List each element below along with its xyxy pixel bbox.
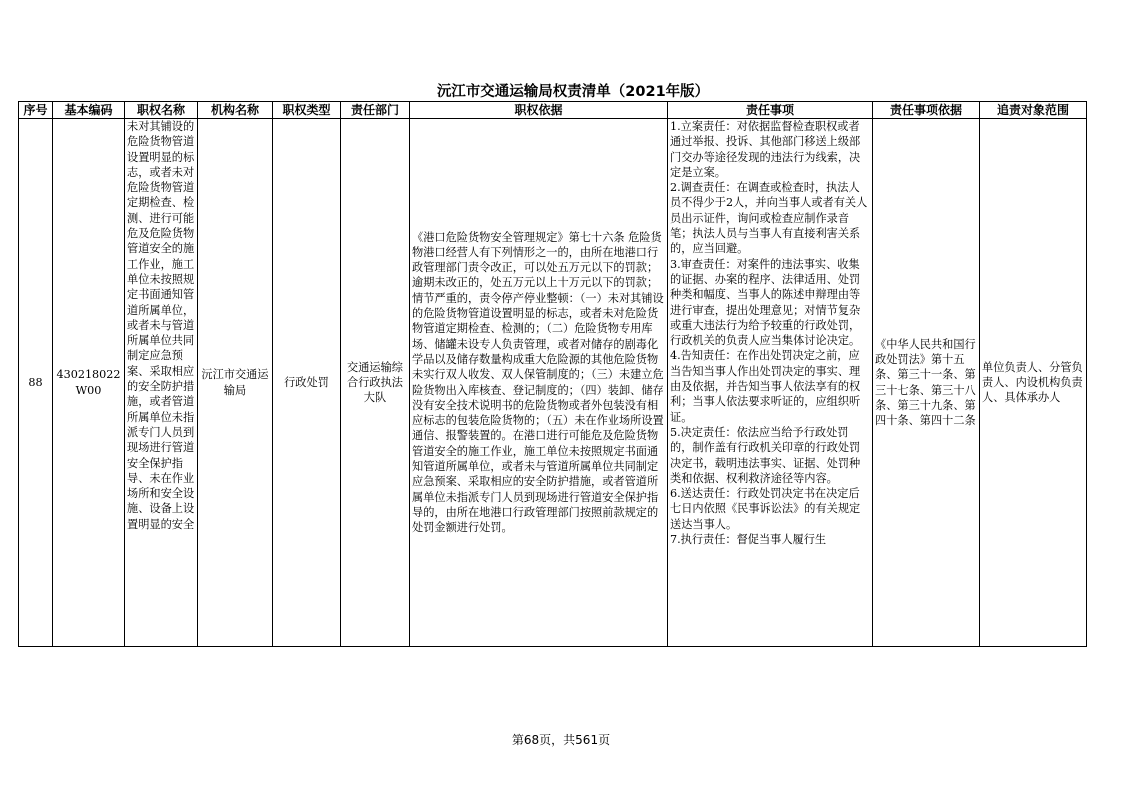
- resp-item-4: 4.告知责任：在作出处罚决定之前，应当告知当事人作出处罚决定的事实、理由及依据，并告知当事人依法享有的权利；当事人依法要求听证的，应组织听证。: [670, 349, 861, 424]
- header-scope: 追责对象范围: [980, 102, 1087, 119]
- page-number: 第68页，共561页: [511, 733, 611, 747]
- header-org: 机构名称: [198, 102, 273, 119]
- cell-name-text: 未对其铺设的危险货物管道设置明显的标志，或者未对危险货物管道定期检查、检测、进行可能危及危险货物管道安全的施工作业，施工单位未按照规定书面通知管道所属单位，或者未与管道所属单位共同制定应急预案、采取相应的安全防护措施，或者管道所属单位未指派专门人员到现场进行管道安全保护指导、未在作业场所和安全设施、设备上设置明显的安全: [127, 120, 195, 531]
- cell-basis: 《港口危险货物安全管理规定》第七十六条 危险货物港口经营人有下列情形之一的，由所在地港口行政管理部门责令改正，可以处五万元以下的罚款；逾期未改正的，处五万元以上十万元以下的罚款；情节严重的，责令停产停业整顿：（一）未对其铺设的危险货物管道设置明显的标志，或者未对危险货物管道定期检查、检测的；（二）危险货物专用库场、储罐未设专人负责管理，或者对储存的剧毒化学品以及储存数量构成重大危险源的其他危险货物未实行双人收发、双人保管制度的；（三）未建立危险货物出入库核查、登记制度的；（四）装卸、储存没有安全技术说明书的危险货物或者外包装没有相应标志的包装危险货物的；（五）未在作业场所设置通信、报警装置的。在港口进行可能危及危险货物管道安全的施工作业，施工单位未按照规定书面通知管道所属单位，或者未与管道所属单位共同制定应急预案、采取相应的安全防护措施，或者管道所属单位未指派专门人员到现场进行管道安全保护指导的，由所在地港口行政管理部门按照前款规定的处罚金额进行处罚。: [410, 119, 668, 647]
- cell-type: 行政处罚: [273, 119, 341, 647]
- header-code: 基本编码: [53, 102, 125, 119]
- resp-item-2: 2.调查责任：在调查或检查时，执法人员不得少于2人，并向当事人或者有关人员出示证件，询问或检查应制作录音笔；执法人员与当事人有直接利害关系的，应当回避。: [670, 181, 868, 256]
- header-dept: 责任部门: [341, 102, 410, 119]
- table-header-row: [19, 102, 1087, 119]
- header-seq: 序号: [19, 102, 53, 119]
- resp-item-6: 6.送达责任：行政处罚决定书在决定后七日内依照《民事诉讼法》的有关规定送达当事人。: [670, 487, 861, 531]
- resp-item-7: 7.执行责任：督促当事人履行生: [670, 533, 827, 547]
- cell-resp-basis: 《中华人民共和国行政处罚法》第十五条、第三十一条、第三十七条、第三十八条、第三十九条、第四十条、第四十二条: [873, 119, 980, 647]
- cell-org: 沅江市交通运输局: [198, 119, 273, 647]
- cell-dept: 交通运输综合行政执法大队: [341, 119, 410, 647]
- header-name: 职权名称: [125, 102, 198, 119]
- cell-name: [125, 119, 198, 647]
- header-resp: 责任事项: [668, 102, 873, 119]
- cell-seq: 88: [19, 119, 53, 647]
- header-resp-basis: 责任事项依据: [873, 102, 980, 119]
- header-type: 职权类型: [273, 102, 341, 119]
- responsibility-table: [18, 101, 1087, 647]
- resp-item-3: 3.审查责任：对案件的违法事实、收集的证据、办案的程序、法律适用、处罚种类和幅度、当事人的陈述申辩理由等进行审查，提出处理意见；对情节复杂或重大违法行为给予较重的行政处罚，行政机关的负责人应当集体讨论决定。: [670, 257, 861, 348]
- cell-code: 430218022W00: [53, 119, 125, 647]
- cell-resp: [668, 119, 873, 647]
- table-row: [19, 119, 1087, 647]
- cell-scope: 单位负责人、分管负责人、内设机构负责人、具体承办人: [980, 119, 1087, 647]
- resp-item-5: 5.决定责任：依法应当给予行政处罚的，制作盖有行政机关印章的行政处罚决定书，载明违法事实、证据、处罚种类和依据、权利救济途径等内容。: [670, 425, 861, 485]
- header-basis: 职权依据: [410, 102, 668, 119]
- page-title: 沅江市交通运输局权责清单（2021年版）: [436, 84, 710, 100]
- resp-item-1: 1.立案责任：对依据监督检查职权或者通过举报、投诉、其他部门移送上级部门交办等途径发现的违法行为线索，决定是立案。: [670, 120, 861, 179]
